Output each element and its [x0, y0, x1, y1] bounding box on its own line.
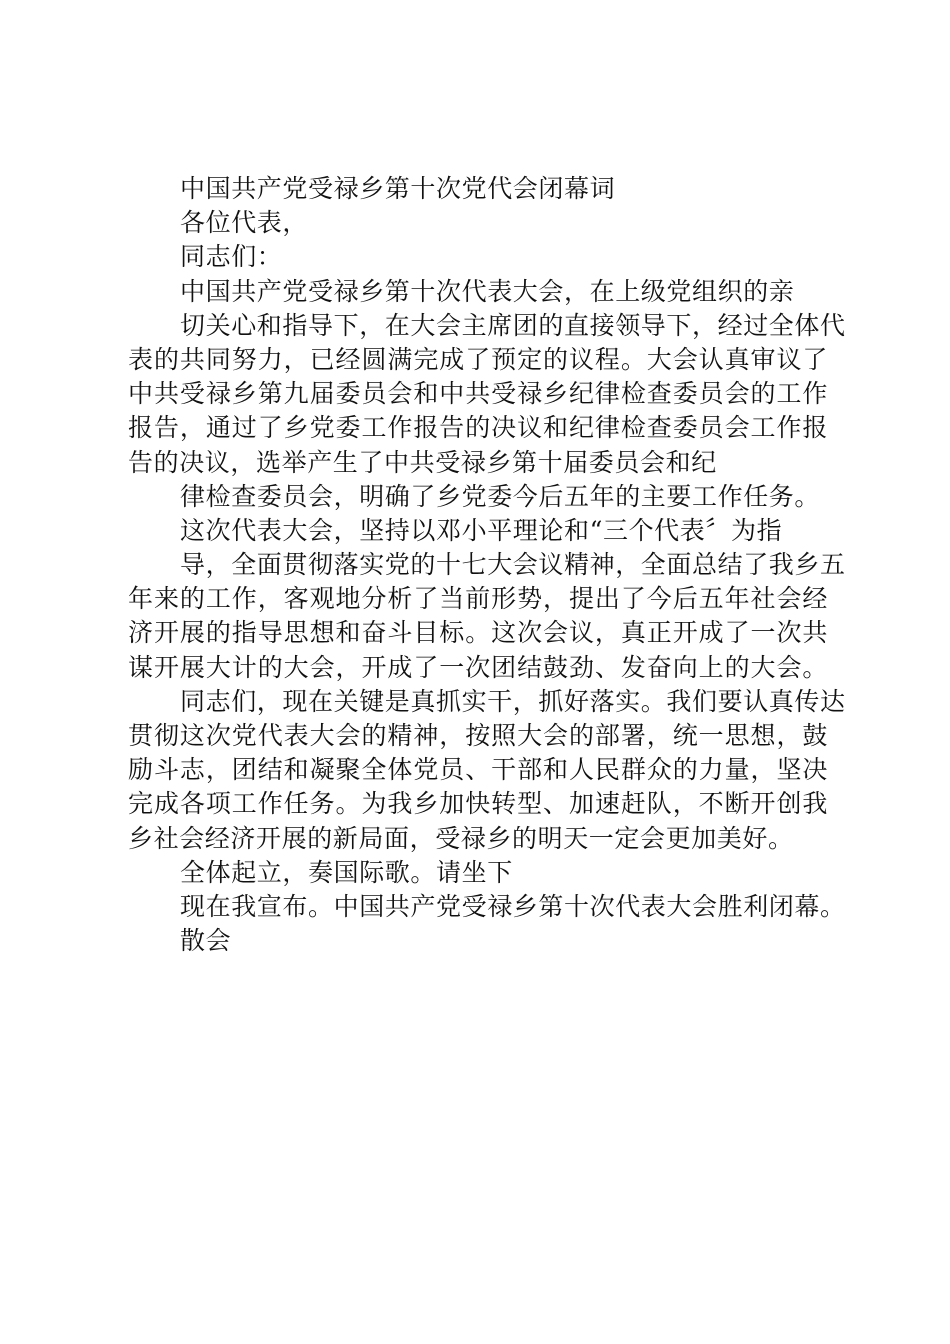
document-body: [128, 172, 846, 958]
paragraph-line: 励斗志，团结和凝聚全体党员、干部和人民群众的力量，坚决: [128, 755, 828, 785]
salutation-line: 各位代表，: [180, 208, 309, 238]
paragraph-line: 中国共产党受禄乡第十次代表大会，在上级党组织的亲: [180, 276, 795, 306]
document-title: 中国共产党受禄乡第十次党代会闭幕词: [180, 174, 616, 203]
paragraph-line: 乡社会经济开展的新局面，受禄乡的明天一定会更加美好。: [128, 823, 794, 853]
paragraph-line: 切关心和指导下，在大会主席团的直接领导下，经过全体代: [180, 310, 846, 340]
paragraph-line: 导，全面贯彻落实党的十七大会议精神，全面总结了我乡五: [180, 550, 846, 580]
paragraph-line: 谋开展大计的大会，开成了一次团结鼓劲、发奋向上的大会。: [128, 652, 828, 682]
paragraph-line: 年来的工作，客观地分析了当前形势，提出了今后五年社会经: [128, 584, 828, 614]
paragraph-line: 济开展的指导思想和奋斗目标。这次会议，真正开成了一次共: [128, 618, 828, 648]
paragraph-line: 报告，通过了乡党委工作报告的决议和纪律检查委员会工作报: [128, 413, 828, 443]
paragraph-line: 完成各项工作任务。为我乡加快转型、加速赶队，不断开创我: [128, 789, 828, 819]
paragraph-line: 全体起立，奏国际歌。请坐下: [180, 857, 513, 887]
paragraph-line: 这次代表大会，坚持以邓小平理论和“三个代表〞为指: [180, 515, 783, 545]
paragraph-line: 同志们，现在关键是真抓实干，抓好落实。我们要认真传达: [180, 686, 846, 716]
paragraph-line: 表的共同努力，已经圆满完成了预定的议程。大会认真审议了: [128, 344, 828, 374]
paragraph-line: 贯彻这次党代表大会的精神，按照大会的部署，统一思想，鼓: [128, 721, 828, 750]
paragraph-line: 告的决议，选举产生了中共受禄乡第十届委员会和纪: [128, 447, 717, 477]
paragraph-line: 中共受禄乡第九届委员会和中共受禄乡纪律检查委员会的工作: [128, 379, 828, 409]
paragraph-line: 现在我宣布。中国共产党受禄乡第十次代表大会胜利闭幕。: [180, 891, 846, 921]
closing-line: 散会: [180, 926, 232, 956]
salutation-line: 同志们：: [180, 242, 283, 272]
paragraph-line: 律检查委员会，明确了乡党委今后五年的主要工作任务。: [180, 481, 821, 511]
